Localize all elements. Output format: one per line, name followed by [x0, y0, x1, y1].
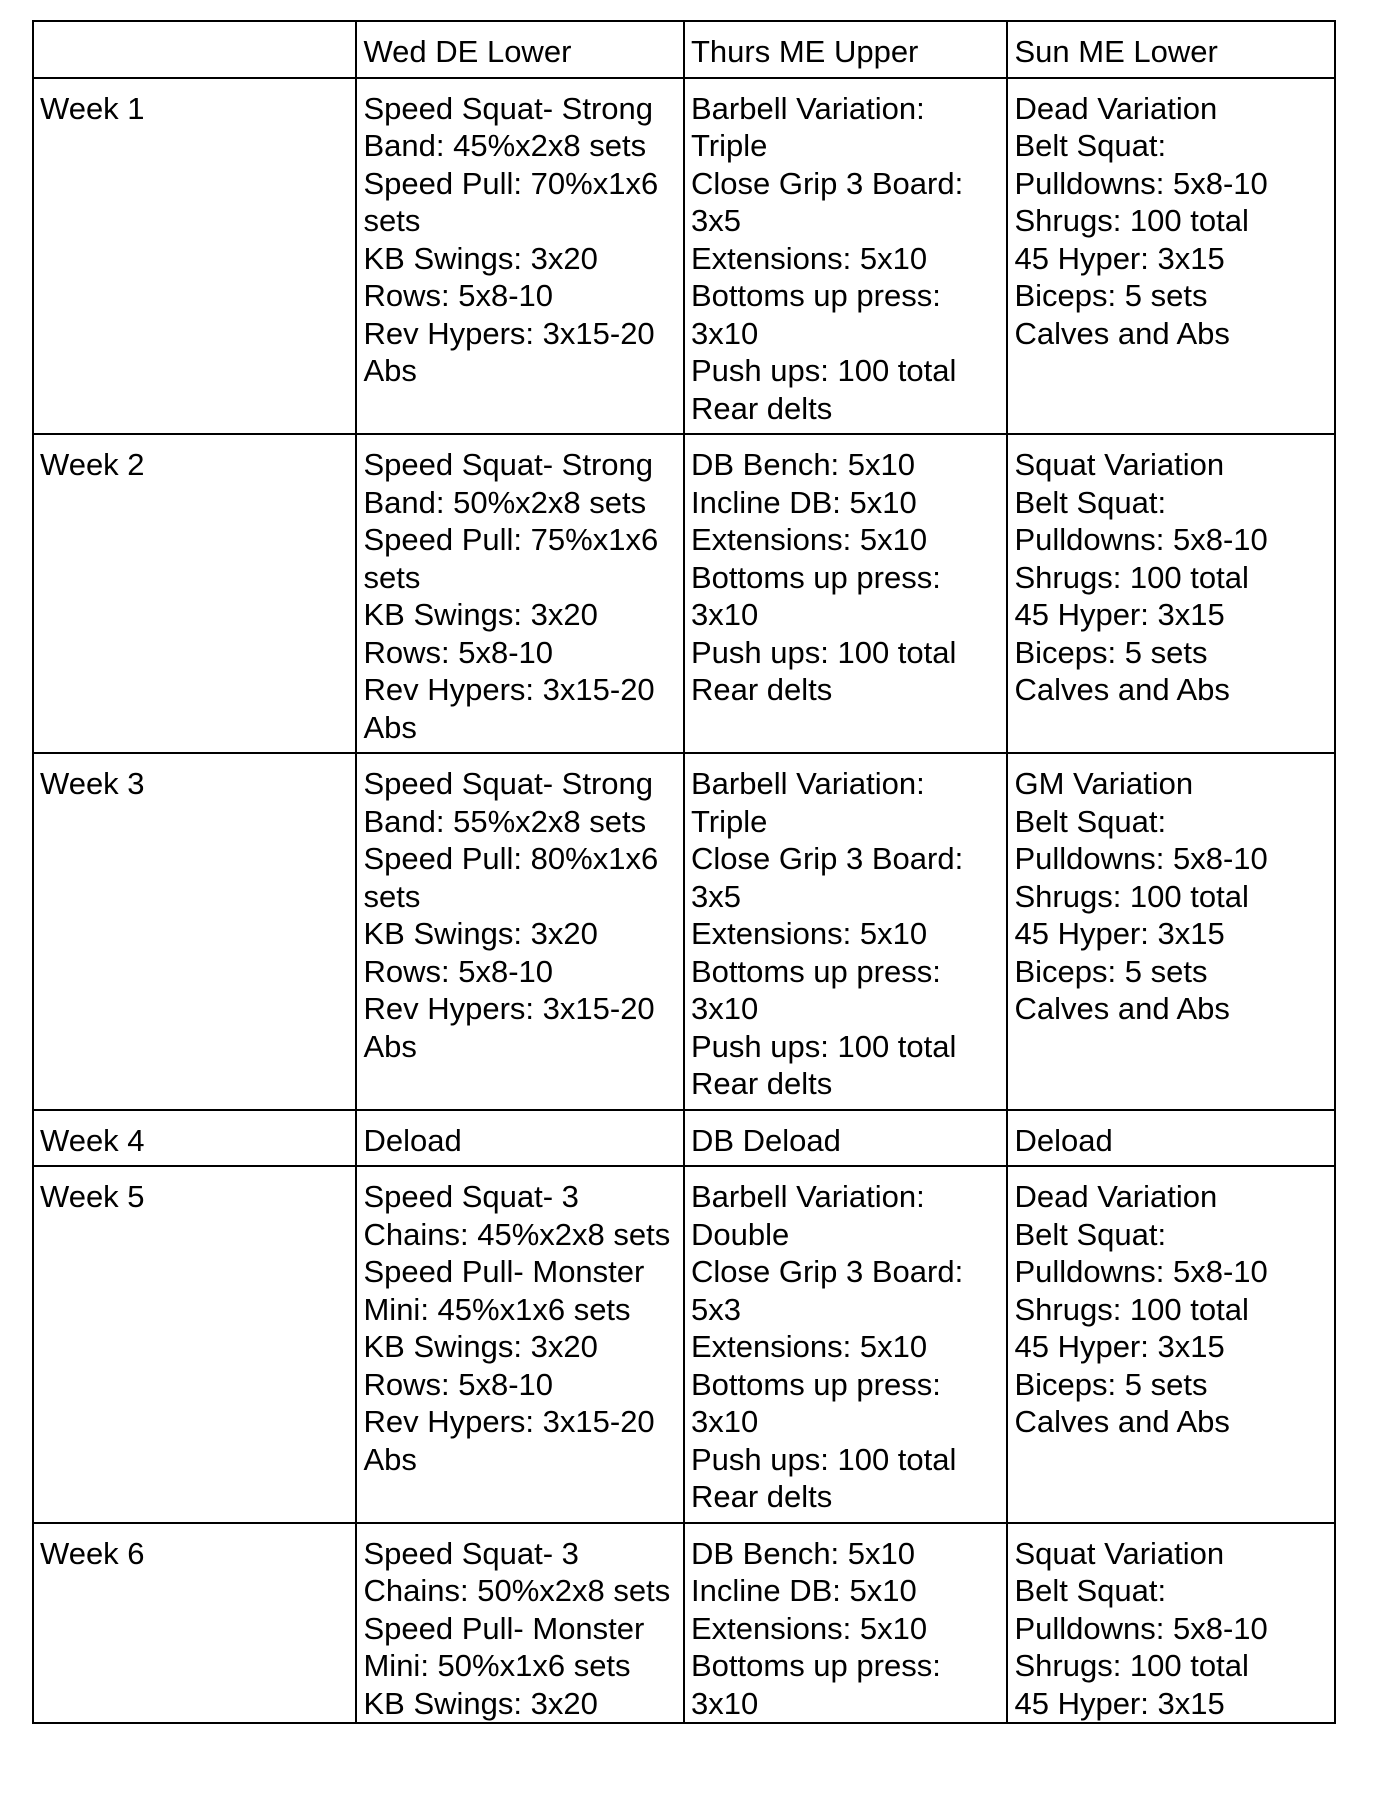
exercise-line: Barbell Variation:: [690, 766, 925, 801]
exercise-line: Squat Variation: [1014, 1535, 1225, 1571]
exercise-line: Bottoms up press:: [690, 1366, 941, 1402]
exercise-line: Triple: [690, 803, 768, 839]
exercise-line: Push ups: 100 total: [690, 353, 957, 388]
exercise-line: Extensions: 5x10: [690, 522, 928, 557]
exercise-line: Pulldowns: 5x8-10: [1014, 522, 1268, 557]
exercise-line: Chains: 50%x2x8 sets: [363, 1573, 671, 1608]
exercise-line: Incline DB: 5x10: [690, 1573, 917, 1608]
thurs-session-cell: [684, 1110, 1007, 1167]
exercise-line: Squat Variation: [1014, 447, 1225, 482]
exercise-line: Rear delts: [690, 672, 833, 707]
exercise-line: Extensions: 5x10: [690, 1329, 928, 1364]
exercise-line: Calves and Abs: [1014, 1404, 1230, 1439]
exercise-line: Speed Pull- Monster: [363, 1254, 645, 1289]
sun-session-cell: [1007, 1523, 1335, 1725]
exercise-line: 3x10: [690, 1404, 759, 1439]
exercise-line: Bottoms up press:: [690, 559, 941, 595]
exercise-line: Speed Squat- Strong: [363, 447, 654, 482]
thurs-session-cell: [684, 753, 1007, 1110]
exercise-line: Mini: 45%x1x6 sets: [363, 1291, 631, 1327]
training-plan-sheet: [32, 20, 1336, 1724]
exercise-line: Bottoms up press:: [690, 953, 941, 989]
exercise-line: Rows: 5x8-10: [363, 634, 554, 670]
exercise-line: KB Swings: 3x20: [363, 1685, 598, 1721]
sun-session-cell: [1007, 78, 1335, 435]
sun-session-cell: [1007, 1110, 1335, 1167]
exercise-line: Abs: [363, 709, 417, 745]
exercise-line: Shrugs: 100 total: [1014, 1648, 1249, 1683]
header-cell-blank: [33, 21, 356, 78]
exercise-line: Pulldowns: 5x8-10: [1014, 165, 1268, 201]
exercise-line: Close Grip 3 Board:: [690, 1254, 964, 1289]
thurs-session-cell: [684, 1523, 1007, 1725]
exercise-line: Extensions: 5x10: [690, 916, 928, 951]
exercise-line: Mini: 50%x1x6 sets: [363, 1648, 631, 1683]
exercise-line: DB Deload: [690, 1122, 841, 1158]
sun-session-cell: [1007, 1166, 1335, 1523]
exercise-line: Triple: [690, 128, 768, 163]
exercise-line: 45 Hyper: 3x15: [1014, 240, 1225, 276]
exercise-line: Rear delts: [690, 390, 833, 426]
exercise-line: Abs: [363, 1441, 417, 1477]
table-row: [33, 1523, 1335, 1725]
exercise-line: Rows: 5x8-10: [363, 953, 554, 989]
exercise-line: sets: [363, 559, 421, 595]
week-label-cell: Week 3: [33, 753, 356, 1110]
header-cell-wed: Wed DE Lower: [356, 21, 684, 78]
thurs-session-cell: [684, 78, 1007, 435]
exercise-line: Rev Hypers: 3x15-20: [363, 672, 655, 707]
exercise-line: sets: [363, 878, 421, 914]
exercise-line: Rear delts: [690, 1479, 833, 1514]
exercise-line: KB Swings: 3x20: [363, 916, 598, 951]
exercise-line: 3x5: [690, 878, 741, 914]
exercise-line: 45 Hyper: 3x15: [1014, 597, 1225, 632]
exercise-line: Abs: [363, 1028, 417, 1064]
exercise-line: Calves and Abs: [1014, 672, 1230, 707]
exercise-line: Rev Hypers: 3x15-20: [363, 991, 655, 1026]
exercise-line: Dead Variation: [1014, 1179, 1218, 1214]
exercise-line: Bottoms up press:: [690, 278, 941, 313]
exercise-line: Push ups: 100 total: [690, 634, 957, 670]
exercise-line: Calves and Abs: [1014, 315, 1230, 351]
table-row: [33, 1166, 1335, 1523]
table-row: [33, 1110, 1335, 1167]
exercise-line: Rear delts: [690, 1066, 833, 1101]
exercise-line: Deload: [363, 1122, 462, 1158]
exercise-line: 45 Hyper: 3x15: [1014, 1329, 1225, 1364]
exercise-line: sets: [363, 203, 421, 238]
wed-session-cell: [356, 1523, 684, 1725]
week-label-cell: Week 4: [33, 1110, 356, 1167]
exercise-line: 45 Hyper: 3x15: [1014, 916, 1225, 951]
exercise-line: GM Variation: [1014, 766, 1194, 801]
table-row: [33, 434, 1335, 753]
exercise-line: Close Grip 3 Board:: [690, 841, 964, 876]
exercise-line: Band: 45%x2x8 sets: [363, 128, 647, 163]
exercise-line: Pulldowns: 5x8-10: [1014, 1610, 1268, 1646]
exercise-line: Double: [690, 1216, 790, 1252]
table-row: [33, 78, 1335, 435]
exercise-line: 45 Hyper: 3x15: [1014, 1685, 1225, 1721]
exercise-line: Rev Hypers: 3x15-20: [363, 1404, 655, 1439]
exercise-line: DB Bench: 5x10: [690, 1535, 916, 1571]
exercise-line: Belt Squat:: [1014, 1216, 1167, 1252]
exercise-line: Shrugs: 100 total: [1014, 559, 1249, 595]
week-label-cell: Week 6: [33, 1523, 356, 1725]
exercise-line: Speed Pull: 75%x1x6: [363, 522, 659, 557]
exercise-line: Belt Squat:: [1014, 128, 1167, 163]
exercise-line: KB Swings: 3x20: [363, 240, 598, 276]
exercise-line: Shrugs: 100 total: [1014, 878, 1249, 914]
exercise-line: Biceps: 5 sets: [1014, 1366, 1208, 1402]
exercise-line: Chains: 45%x2x8 sets: [363, 1216, 671, 1252]
sun-session-cell: [1007, 434, 1335, 753]
exercise-line: 3x10: [690, 1685, 759, 1721]
exercise-line: Incline DB: 5x10: [690, 484, 917, 520]
wed-session-cell: [356, 434, 684, 753]
exercise-line: Speed Squat- Strong: [363, 766, 654, 801]
exercise-line: Calves and Abs: [1014, 991, 1230, 1026]
week-label-cell: Week 5: [33, 1166, 356, 1523]
header-cell-thurs: Thurs ME Upper: [684, 21, 1007, 78]
week-label-cell: Week 1: [33, 78, 356, 435]
exercise-line: Shrugs: 100 total: [1014, 1291, 1249, 1327]
exercise-line: DB Bench: 5x10: [690, 447, 916, 482]
exercise-line: Belt Squat:: [1014, 484, 1167, 520]
exercise-line: Pulldowns: 5x8-10: [1014, 841, 1268, 876]
exercise-line: Speed Squat- Strong: [363, 90, 654, 126]
exercise-line: Barbell Variation:: [690, 1179, 925, 1214]
exercise-line: Abs: [363, 353, 417, 388]
exercise-line: Extensions: 5x10: [690, 1610, 928, 1646]
exercise-line: Speed Squat- 3: [363, 1179, 579, 1214]
exercise-line: Pulldowns: 5x8-10: [1014, 1254, 1268, 1289]
exercise-line: Push ups: 100 total: [690, 1028, 957, 1064]
exercise-line: Rev Hypers: 3x15-20: [363, 315, 655, 351]
exercise-line: Belt Squat:: [1014, 1573, 1167, 1608]
exercise-line: 3x10: [690, 597, 759, 632]
exercise-line: Push ups: 100 total: [690, 1441, 957, 1477]
training-plan-table: [32, 20, 1336, 1724]
table-row: [33, 753, 1335, 1110]
thurs-session-cell: [684, 434, 1007, 753]
exercise-line: Speed Pull: 80%x1x6: [363, 841, 659, 876]
exercise-line: KB Swings: 3x20: [363, 597, 598, 632]
wed-session-cell: [356, 1166, 684, 1523]
wed-session-cell: [356, 753, 684, 1110]
exercise-line: Dead Variation: [1014, 90, 1218, 126]
exercise-line: 3x10: [690, 991, 759, 1026]
exercise-line: Biceps: 5 sets: [1014, 278, 1208, 313]
exercise-line: Band: 55%x2x8 sets: [363, 803, 647, 839]
wed-session-cell: [356, 78, 684, 435]
exercise-line: KB Swings: 3x20: [363, 1329, 598, 1364]
exercise-line: Bottoms up press:: [690, 1648, 941, 1683]
exercise-line: Biceps: 5 sets: [1014, 634, 1208, 670]
exercise-line: Biceps: 5 sets: [1014, 953, 1208, 989]
exercise-line: Shrugs: 100 total: [1014, 203, 1249, 238]
exercise-line: Belt Squat:: [1014, 803, 1167, 839]
exercise-line: Rows: 5x8-10: [363, 1366, 554, 1402]
exercise-line: Extensions: 5x10: [690, 240, 928, 276]
exercise-line: 5x3: [690, 1291, 741, 1327]
exercise-line: Deload: [1014, 1122, 1113, 1158]
sun-session-cell: [1007, 753, 1335, 1110]
exercise-line: Band: 50%x2x8 sets: [363, 484, 647, 520]
exercise-line: 3x5: [690, 203, 741, 238]
week-label-cell: Week 2: [33, 434, 356, 753]
exercise-line: Rows: 5x8-10: [363, 278, 554, 313]
thurs-session-cell: [684, 1166, 1007, 1523]
exercise-line: Barbell Variation:: [690, 90, 925, 126]
header-row: [33, 21, 1335, 78]
exercise-line: Speed Squat- 3: [363, 1535, 579, 1571]
exercise-line: Speed Pull- Monster: [363, 1610, 645, 1646]
wed-session-cell: [356, 1110, 684, 1167]
exercise-line: 3x10: [690, 315, 759, 351]
exercise-line: Speed Pull: 70%x1x6: [363, 165, 659, 201]
exercise-line: Close Grip 3 Board:: [690, 165, 964, 201]
header-cell-sun: Sun ME Lower: [1007, 21, 1335, 78]
